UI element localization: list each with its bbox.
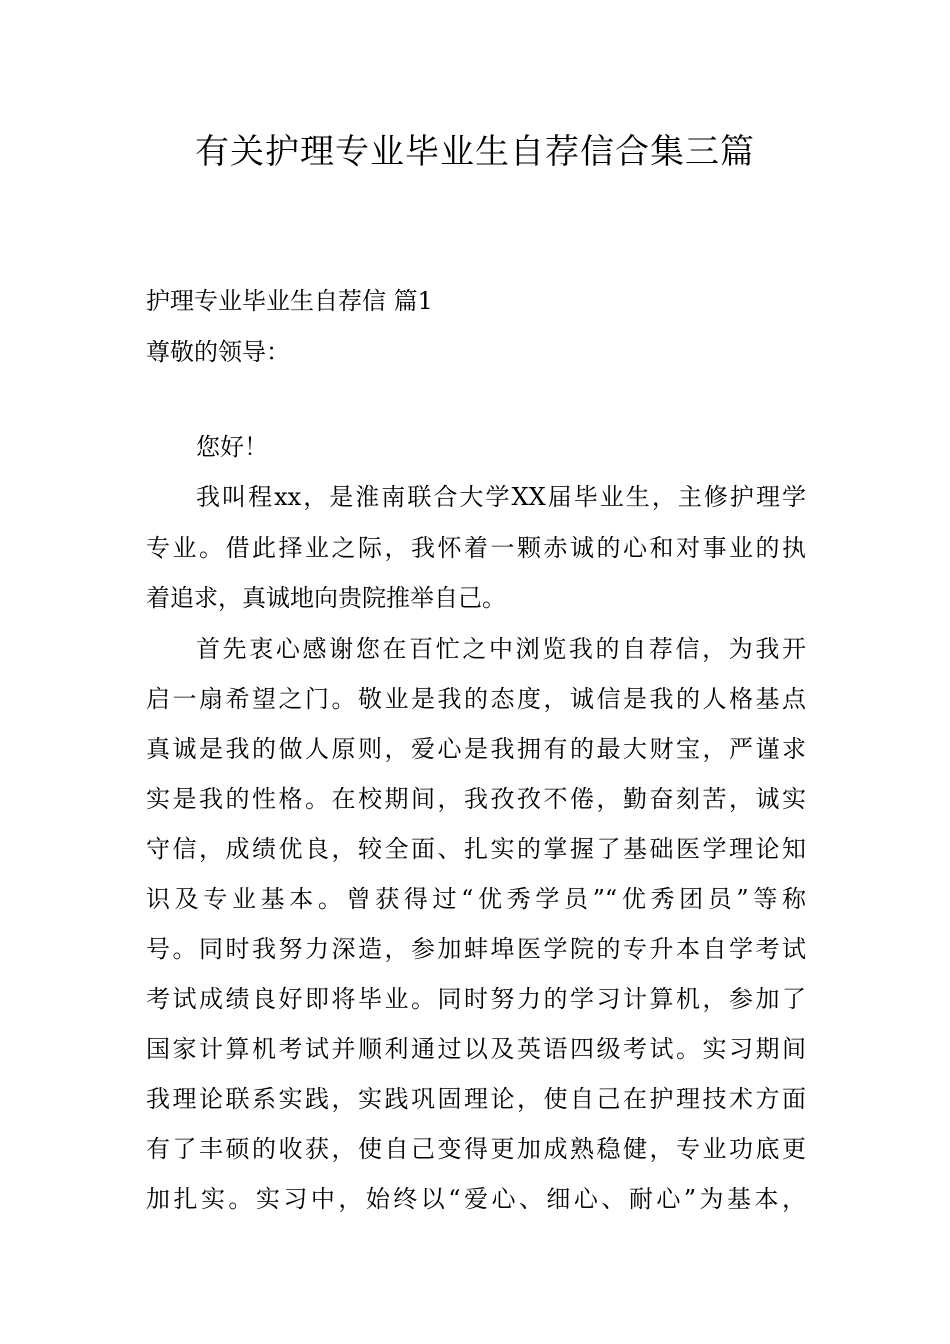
paragraph-line: 我叫程xx，是淮南联合大学XX届毕业生，主修护理学 xyxy=(196,483,806,511)
paragraph-line: 启一扇希望之门。敬业是我的态度，诚信是我的人格基点 xyxy=(146,685,806,713)
paragraph-line: 守信，成绩优良，较全面、扎实的掌握了基础医学理论知 xyxy=(146,835,806,863)
paragraph-line: 首先衷心感谢您在百忙之中浏览我的自荐信，为我开 xyxy=(196,635,806,663)
paragraph-line: 考试成绩良好即将毕业。同时努力的学习计算机，参加了 xyxy=(146,985,806,1013)
letter-subtitle: 护理专业毕业生自荐信 篇1 xyxy=(146,287,433,315)
salutation: 尊敬的领导： xyxy=(146,338,290,366)
paragraph-line: 专业。借此择业之际，我怀着一颗赤诚的心和对事业的执 xyxy=(146,534,806,562)
paragraph-line: 着追求，真诚地向贵院推举自己。 xyxy=(146,584,506,612)
paragraph-line: 国家计算机考试并顺利通过以及英语四级考试。实习期间 xyxy=(146,1035,806,1063)
paragraph-line: 有了丰硕的收获，使自己变得更加成熟稳健，专业功底更 xyxy=(146,1135,806,1163)
greeting: 您好！ xyxy=(196,433,268,461)
paragraph-line: 我理论联系实践，实践巩固理论，使自己在护理技术方面 xyxy=(146,1085,806,1113)
document-title: 有关护理专业毕业生自荐信合集三篇 xyxy=(195,132,755,172)
paragraph-line: 真诚是我的做人原则，爱心是我拥有的最大财宝，严谨求 xyxy=(146,735,806,763)
paragraph-line: 实是我的性格。在校期间，我孜孜不倦，勤奋刻苦，诚实 xyxy=(146,785,806,813)
paragraph-line: 加扎实。实习中，始终以“爱心、细心、耐心”为基本， xyxy=(146,1185,806,1213)
paragraph-line: 识及专业基本。曾获得过“优秀学员”“优秀团员”等称 xyxy=(146,885,806,913)
paragraph-line: 号。同时我努力深造，参加蚌埠医学院的专升本自学考试 xyxy=(146,935,806,963)
